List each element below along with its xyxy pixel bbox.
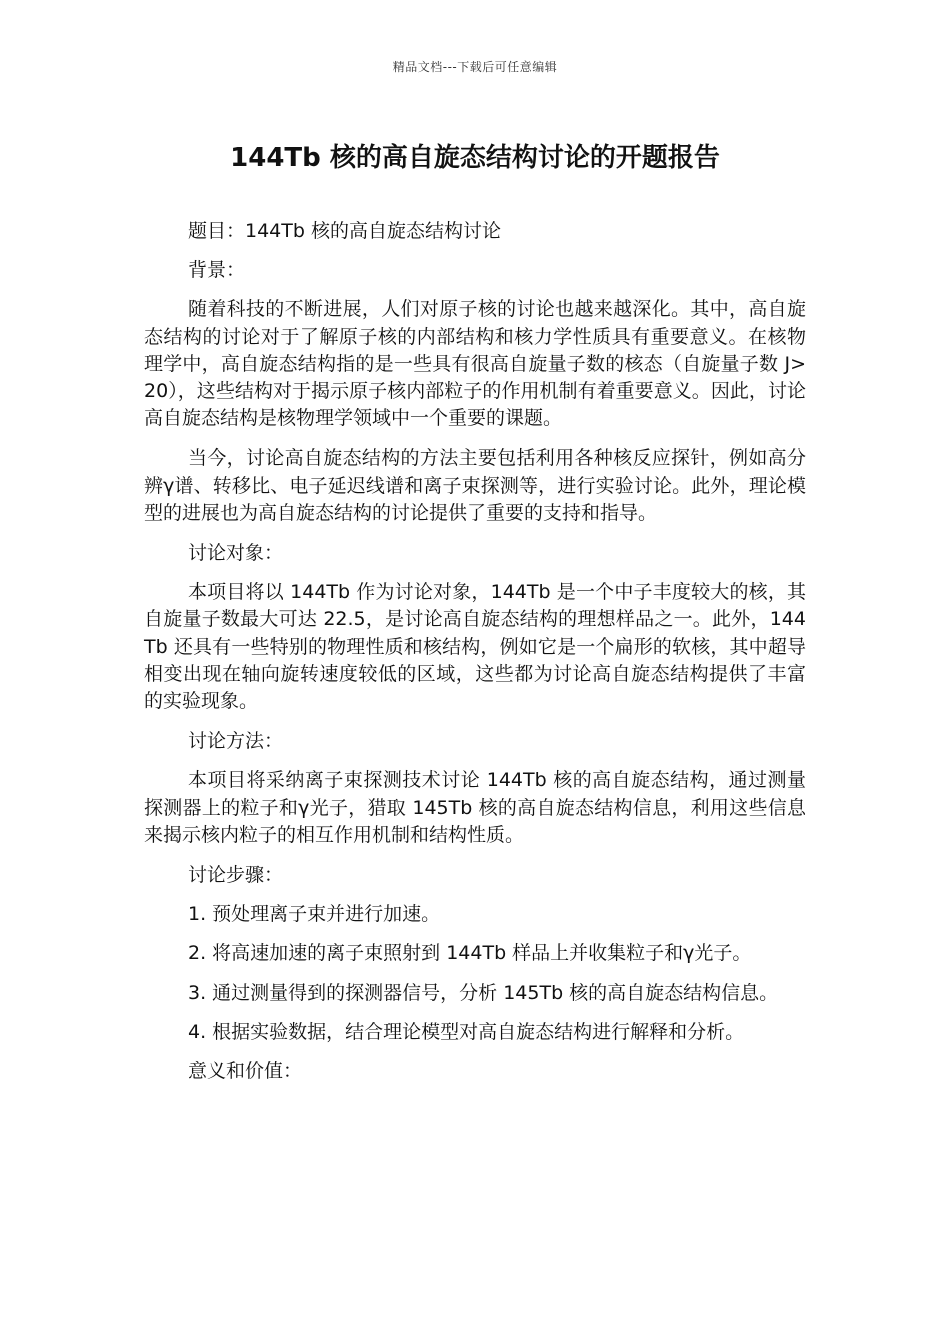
heading-research-method: 讨论方法： [188,730,284,753]
step-item-2: 2. 将高速加速的离子束照射到 144Tb 样品上并收集粒子和γ光子。 [188,942,752,965]
heading-background: 背景： [188,259,246,282]
heading-significance: 意义和价值： [188,1060,303,1083]
header-note: 精品文档---下载后可任意编辑 [392,60,558,74]
heading-research-object: 讨论对象： [188,542,284,565]
paragraph-topic: 题目：144Tb 核的高自旋态结构讨论 [188,220,501,242]
step-item-1: 1. 预处理离子束并进行加速。 [188,903,441,926]
paragraph-research-object: 本项目将以 144Tb 作为讨论对象，144Tb 是一个中子丰度较大的核，其自旋量子数最大可达 22.5，是讨论高自旋态结构的理想样品之一。此外，144Tb 还具有一些特别的物理性质和核结构，例如它是一个扁形的软核，其中超导相变出现在轴向旋转速度较低的区域，这些都为讨论高自旋态结构提供了丰富的实验现象。 [144,581,806,713]
document-title: 144Tb 核的高自旋态结构讨论的开题报告 [230,143,720,173]
paragraph-research-method: 本项目将采纳离子束探测技术讨论 144Tb 核的高自旋态结构，通过测量探测器上的粒子和γ光子，猎取 145Tb 核的高自旋态结构信息，利用这些信息来揭示核内粒子的相互作用机制和结构性质。 [144,769,806,846]
paragraph-background: 随着科技的不断进展，人们对原子核的讨论也越来越深化。其中，高自旋态结构的讨论对于了解原子核的内部结构和核力学性质具有重要意义。在核物理学中，高自旋态结构指的是一些具有很高自旋量子数的核态（自旋量子数 J>20），这些结构对于揭示原子核内部粒子的作用机制有着重要意义。因此，讨论高自旋态结构是核物理学领域中一个重要的课题。 [144,298,806,430]
heading-research-steps: 讨论步骤： [188,864,284,887]
document-body [144,218,806,1097]
paragraph-current-methods: 当今，讨论高自旋态结构的方法主要包括利用各种核反应探针，例如高分辨γ谱、转移比、电子延迟线谱和离子束探测等，进行实验讨论。此外，理论模型的进展也为高自旋态结构的讨论提供了重要的支持和指导。 [144,447,806,524]
step-item-4: 4. 根据实验数据，结合理论模型对高自旋态结构进行解释和分析。 [188,1020,745,1043]
step-item-3: 3. 通过测量得到的探测器信号，分析 145Tb 核的高自旋态结构信息。 [188,981,779,1004]
